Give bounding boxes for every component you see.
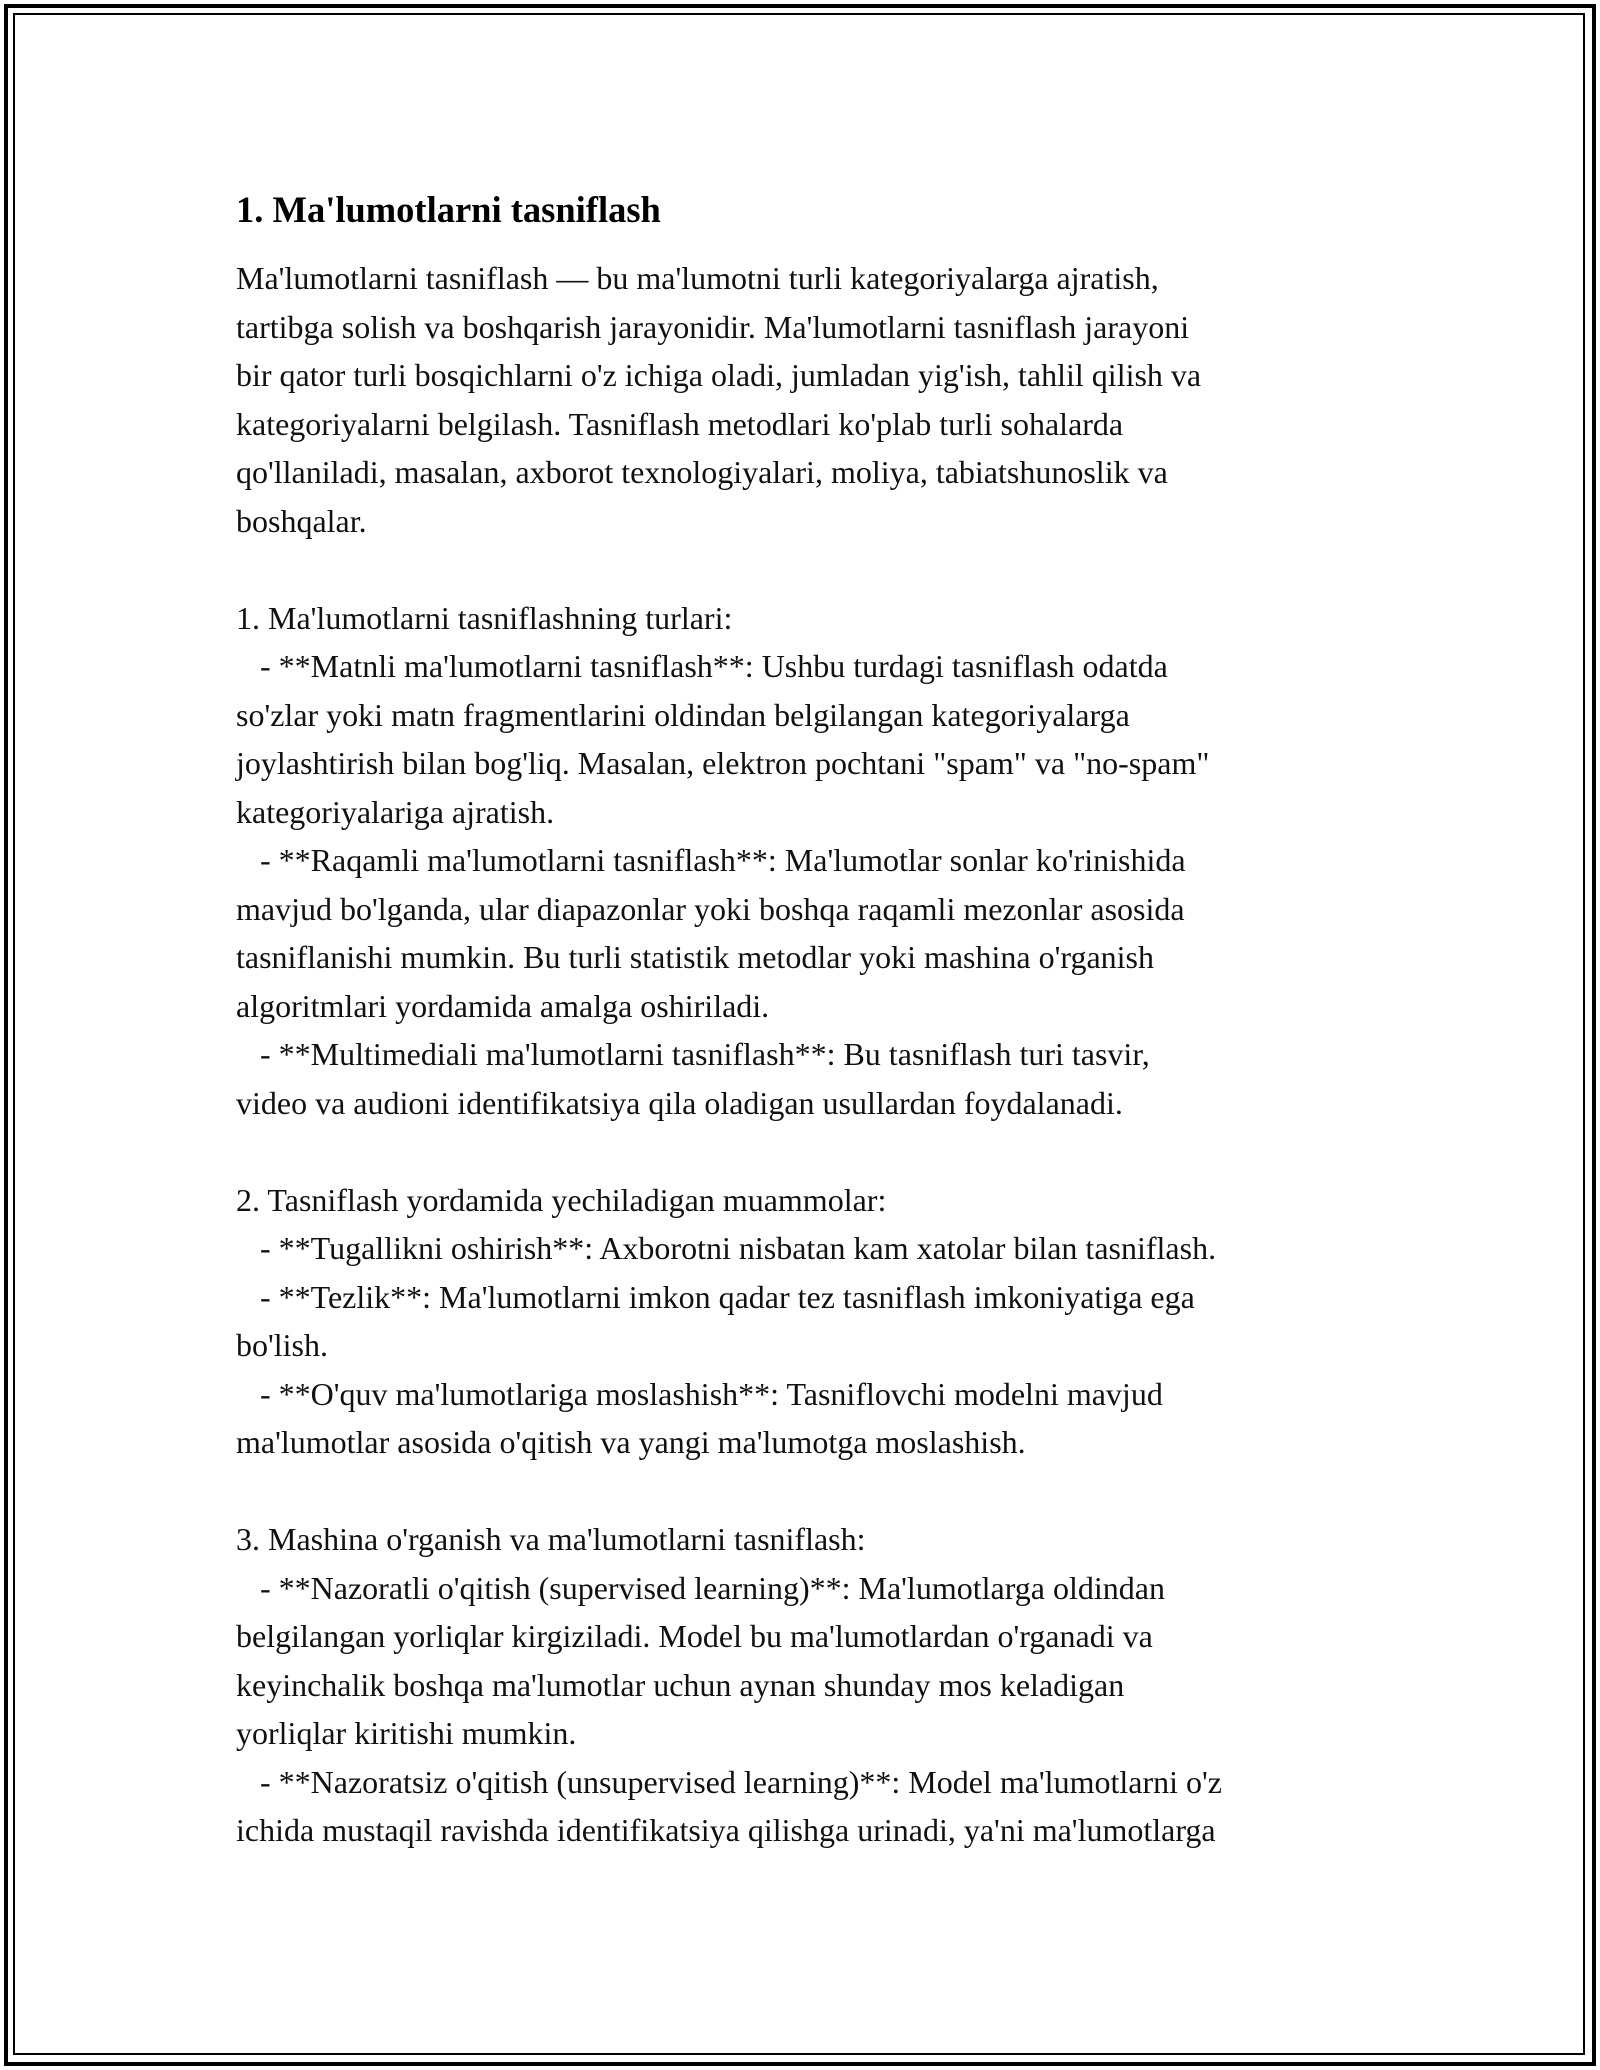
text-line: kategoriyalarni belgilash. Tasniflash metodlari ko'plab turli sohalarda <box>236 405 1124 442</box>
text-line: yorliqlar kiritishi mumkin. <box>236 1715 577 1751</box>
text-line: so'zlar yoki matn fragmentlarini oldindan belgilangan kategoriyalarga <box>236 696 1130 733</box>
text-line: bir qator turli bosqichlarni o'z ichiga oladi, jumladan yig'ish, tahlil qilish va <box>236 357 1202 393</box>
document-text <box>236 254 1386 1855</box>
text-line: ichida mustaqil ravishda identifikatsiya qilishga urinadi, ya'ni ma'lumotlarga <box>236 1812 1216 1848</box>
text-line: algoritmlari yordamida amalga oshiriladi. <box>236 987 770 1024</box>
blank-line <box>236 1467 1386 1516</box>
text-line: kategoriyalariga ajratish. <box>236 793 555 830</box>
text-line: Ma'lumotlarni tasniflash — bu ma'lumotni turli kategoriyalarga ajratish, <box>236 260 1159 296</box>
text-line: tasniflanishi mumkin. Bu turli statistik metodlar yoki mashina o'rganish <box>236 939 1154 975</box>
text-line: joylashtirish bilan bog'liq. Masalan, elektron pochtani "spam" va "no-spam" <box>236 745 1210 781</box>
text-line: - **Multimediali ma'lumotlarni tasniflash**: Bu tasniflash turi tasvir, <box>236 1036 1150 1072</box>
text-line: - **Raqamli ma'lumotlarni tasniflash**: Ma'lumotlar sonlar ko'rinishida <box>236 842 1186 878</box>
text-line: belgilangan yorliqlar kirgiziladi. Model bu ma'lumotlardan o'rganadi va <box>236 1618 1153 1654</box>
blank-line <box>236 545 1386 594</box>
text-line: - **O'quv ma'lumotlariga moslashish**: Tasniflovchi modelni mavjud <box>236 1375 1163 1412</box>
text-line: video va audioni identifikatsiya qila oladigan usullardan foydalanadi. <box>236 1084 1123 1121</box>
text-line: 2. Tasniflash yordamida yechiladigan muammolar: <box>236 1181 887 1218</box>
text-line: keyinchalik boshqa ma'lumotlar uchun aynan shunday mos keladigan <box>236 1666 1125 1703</box>
text-line: tartibga solish va boshqarish jarayonidir. Ma'lumotlarni tasniflash jarayoni <box>236 308 1190 345</box>
text-line: qo'llaniladi, masalan, axborot texnologiyalari, moliya, tabiatshunoslik va <box>236 454 1168 490</box>
text-line: - **Tugallikni oshirish**: Axborotni nisbatan kam xatolar bilan tasniflash. <box>236 1230 1217 1266</box>
text-line: 3. Mashina o'rganish va ma'lumotlarni tasniflash: <box>236 1521 866 1557</box>
text-line: - **Tezlik**: Ma'lumotlarni imkon qadar tez tasniflash imkoniyatiga ega <box>236 1278 1195 1315</box>
text-line: mavjud bo'lganda, ular diapazonlar yoki boshqa raqamli mezonlar asosida <box>236 890 1185 927</box>
text-line: ma'lumotlar asosida o'qitish va yangi ma'lumotga moslashish. <box>236 1424 1026 1460</box>
text-line: - **Nazoratsiz o'qitish (unsupervised learning)**: Model ma'lumotlarni o'z <box>236 1763 1222 1800</box>
text-line: bo'lish. <box>236 1327 328 1363</box>
text-line: - **Matnli ma'lumotlarni tasniflash**: Ushbu turdagi tasniflash odatda <box>236 648 1168 684</box>
text-line: boshqalar. <box>236 502 367 539</box>
text-line: - **Nazoratli o'qitish (supervised learning)**: Ma'lumotlarga oldindan <box>236 1569 1165 1606</box>
document-body <box>236 186 1386 1855</box>
blank-line <box>236 1127 1386 1176</box>
text-line: 1. Ma'lumotlarni tasniflashning turlari: <box>236 599 733 636</box>
document-title: 1. Ma'lumotlarni tasniflash <box>236 189 661 230</box>
